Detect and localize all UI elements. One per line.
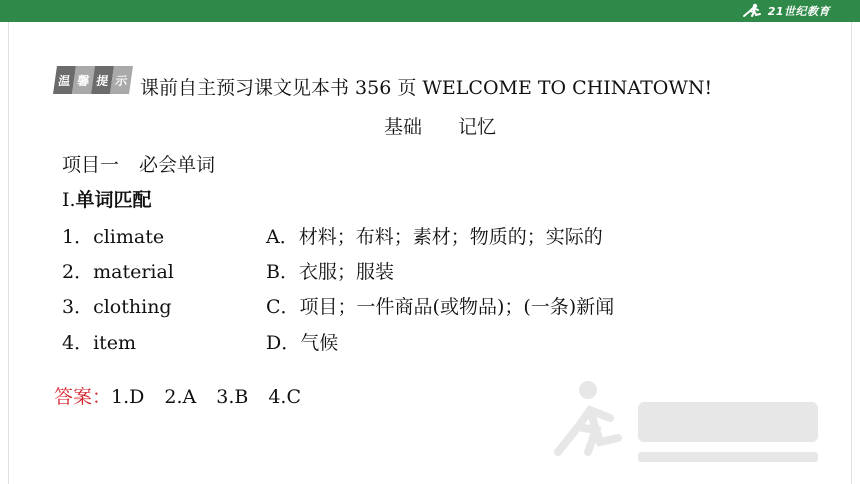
answer-item: 2.A: [164, 386, 197, 408]
watermark-logo: [548, 372, 838, 472]
runner-icon: [740, 3, 764, 19]
brand-logo: [740, 2, 830, 20]
answer-item: 3.B: [216, 386, 249, 408]
word-row: [62, 292, 172, 319]
definition-letter: B．: [266, 261, 299, 283]
project-title: [62, 150, 215, 177]
tip-char-1: 温: [53, 66, 76, 94]
exercise-name: 单词匹配: [75, 189, 152, 211]
word-number: 3．: [62, 296, 94, 318]
exercise-title: [62, 185, 152, 212]
definition-letter: D．: [266, 332, 301, 354]
word-number: 2．: [62, 261, 94, 283]
definition-text: 项目；一件商品(或物品)；(一条)新闻: [299, 296, 615, 318]
definition-row: [266, 257, 394, 284]
brand-text: 21世纪教育: [767, 5, 830, 18]
word-row: [62, 328, 136, 355]
tip-char-4: 示: [110, 66, 133, 94]
project-name: 必会单词: [139, 154, 216, 176]
word-text: clothing: [93, 296, 172, 318]
definition-row: [266, 222, 603, 249]
section-heading-part1: 基础: [384, 116, 423, 138]
tip-char-3: 提: [91, 66, 114, 94]
answer-line: [54, 382, 321, 409]
right-border: [851, 22, 852, 484]
word-row: [62, 257, 174, 284]
definition-row: [266, 328, 338, 355]
section-heading-part2: 记忆: [458, 116, 497, 138]
exercise-roman: Ⅰ.: [62, 189, 76, 211]
left-border: [8, 22, 9, 484]
top-header-bar: [0, 0, 860, 22]
answer-item: 4.C: [268, 386, 302, 408]
word-number: 1．: [62, 226, 94, 248]
definition-text: 材料；布料；素材；物质的；实际的: [298, 226, 603, 248]
definition-text: 气候: [300, 332, 339, 354]
tip-badge: [55, 66, 131, 94]
answer-label: 答案：: [54, 386, 112, 408]
tip-char-2: 馨: [72, 66, 95, 94]
intro-text: 课前自主预习课文见本书 356 页 WELCOME TO CHINATOWN!: [140, 77, 713, 99]
definition-row: [266, 292, 614, 319]
word-row: [62, 222, 164, 249]
definition-letter: A．: [266, 226, 299, 248]
word-text: climate: [93, 226, 165, 248]
definition-text: 衣服；服装: [298, 261, 394, 283]
definition-letter: C．: [266, 296, 300, 318]
answer-item: 1.D: [111, 386, 145, 408]
project-number: 项目一: [62, 154, 120, 176]
section-heading: [384, 112, 496, 139]
word-number: 4．: [62, 332, 94, 354]
word-text: material: [93, 261, 174, 283]
word-text: item: [93, 332, 137, 354]
